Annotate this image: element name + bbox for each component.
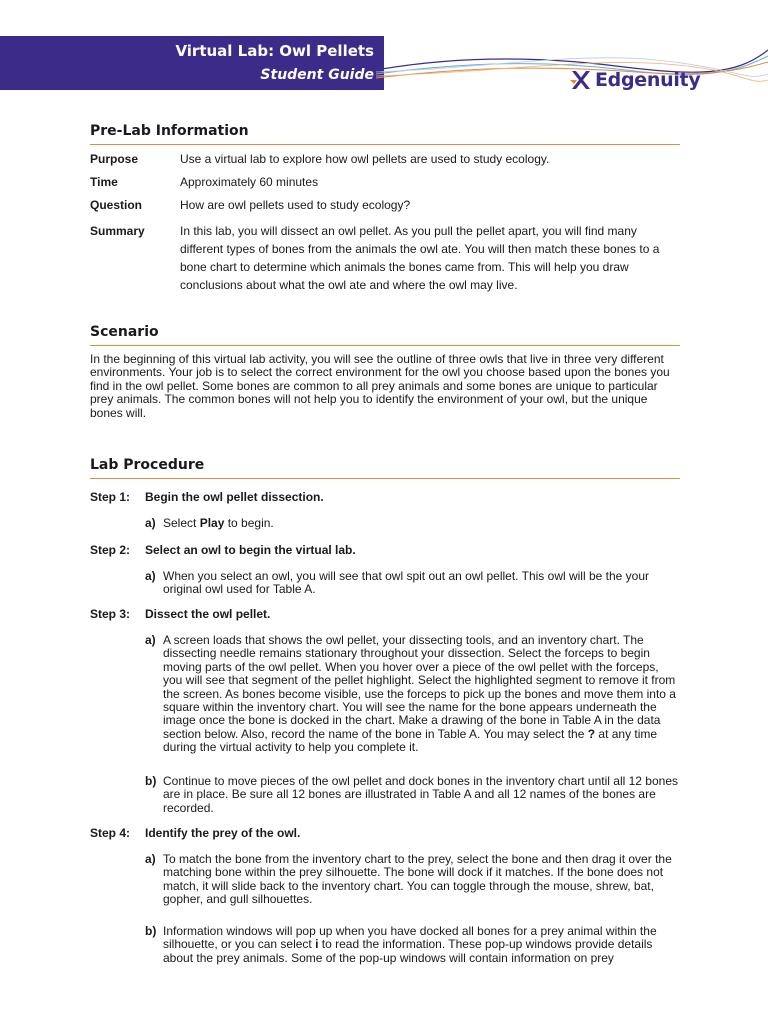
- sub-text: A screen loads that shows the owl pellet, your dissecting tools, and an inventory chart. The dissecting needle remains stationary throughout your dissection. Select the forceps to begin moving parts of the owl pellet. When you hover over a piece of the owl pellet with the forceps, you will see that segment of the pellet highlight. Select the highlighted segment to remove it from the screen. As bones become visible, use the forceps to pick up the bones and move them into a square within the inventory chart. You will see the name for the bone appears underneath the image once the bone is docked in the chart. Make a drawing of the bone in Table A in the data section below. Also, record the name of the bone in Table A. You may select the ? at any time during the virtual activity to help you complete it.: [163, 633, 676, 755]
- sub-label: a): [145, 516, 156, 530]
- step-4: [90, 826, 680, 840]
- sub-label: a): [145, 569, 156, 583]
- edgenuity-logo: [568, 65, 700, 95]
- sub-label: b): [145, 774, 157, 788]
- logo-wordmark: Edgenuity: [595, 69, 701, 91]
- step-1: [90, 490, 680, 504]
- sub-label: b): [145, 924, 157, 938]
- sub-label: a): [145, 852, 156, 866]
- help-keyword: ?: [587, 726, 596, 741]
- step-title: Begin the owl pellet dissection.: [145, 490, 324, 504]
- sub-text: When you select an owl, you will see that owl spit out an owl pellet. This owl will be the your original owl used for Table A.: [163, 569, 650, 597]
- edgenuity-x-icon: [568, 67, 594, 93]
- row-text: In this lab, you will dissect an owl pellet. As you pull the pellet apart, you will find many different types of bones from the animals the owl ate. You will then match these bones to a bone chart to determine which animals the bones came from. This will help you draw conclusions about what the owl ate and where the owl may live.: [180, 224, 660, 292]
- step-title: Identify the prey of the owl.: [145, 826, 301, 840]
- row-text: Use a virtual lab to explore how owl pellets are used to study ecology.: [180, 152, 550, 166]
- step-3: [90, 607, 680, 621]
- document-title: Virtual Lab: Owl Pellets: [175, 42, 374, 60]
- step-title: Select an owl to begin the virtual lab.: [145, 543, 356, 557]
- document-subtitle: Student Guide: [260, 67, 374, 83]
- row-text: How are owl pellets used to study ecology?: [180, 198, 411, 212]
- step-2: [90, 543, 680, 557]
- scenario-text: In the beginning of this virtual lab activity, you will see the outline of three owls that live in three very different environments. Your job is to select the correct environment for the owl you choose based upon the bones you find in the owl pellet. Some bones are common to all prey animals and some bones are unique to particular prey animals. The common bones will not help you to identify the environment of your owl, but the unique bones will.: [90, 352, 670, 420]
- sub-text: Select Play to begin.: [163, 516, 274, 530]
- step-number: Step 2:: [90, 543, 131, 557]
- row-label: Summary: [90, 224, 145, 238]
- sub-label: a): [145, 633, 156, 647]
- row-label: Purpose: [90, 152, 139, 166]
- procedure-rule: [90, 478, 680, 479]
- sub-text: Information windows will pop up when you have docked all bones for a prey animal within the silhouette, or you can select i to read the information. These pop-up windows provide details about the prey animals. Some of the pop-up windows will contain information on prey: [163, 924, 657, 965]
- scenario-heading: Scenario: [90, 324, 159, 340]
- play-keyword: Play: [199, 516, 225, 530]
- row-label: Time: [90, 175, 118, 189]
- header-banner: [0, 36, 384, 90]
- info-keyword: i: [315, 937, 319, 952]
- procedure-heading: Lab Procedure: [90, 457, 205, 473]
- step-number: Step 1:: [90, 490, 131, 504]
- row-text: Approximately 60 minutes: [180, 175, 319, 189]
- scenario-rule: [90, 345, 680, 346]
- sub-text: Continue to move pieces of the owl pellet and dock bones in the inventory chart until all 12 bones are in place. Be sure all 12 bones are illustrated in Table A and all 12 names of the bones are recorded.: [163, 774, 678, 815]
- step-title: Dissect the owl pellet.: [145, 607, 271, 621]
- sub-text: To match the bone from the inventory chart to the prey, select the bone and then drag it over the matching bone within the prey silhouette. The bone will dock if it matches. If the bone does not match, it will slide back to the inventory chart. You can toggle through the mouse, shrew, bat, gopher, and gull silhouettes.: [163, 852, 672, 907]
- prelab-rule: [90, 144, 680, 145]
- step-number: Step 3:: [90, 607, 131, 621]
- row-label: Question: [90, 198, 143, 212]
- prelab-heading: Pre-Lab Information: [90, 123, 249, 139]
- step-number: Step 4:: [90, 826, 131, 840]
